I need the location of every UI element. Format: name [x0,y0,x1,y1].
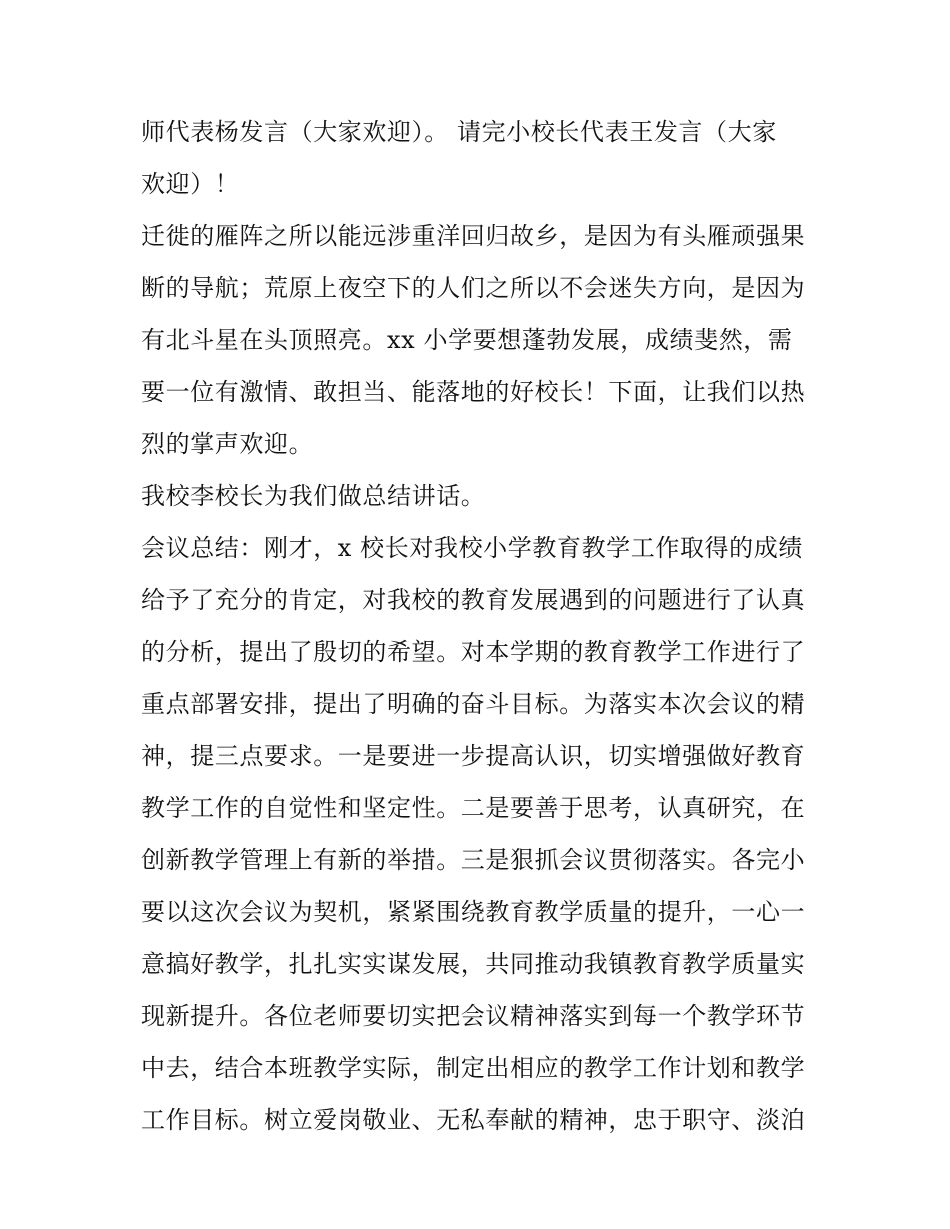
text-line: 创新教学管理上有新的举措。三是狠抓会议贯彻落实。各完小 [141,846,806,874]
text-line: 中去，结合本班教学实际，制定出相应的教学工作计划和教学 [141,1054,806,1082]
text-line: 师代表杨发言（大家欢迎）。 请完小校长代表王发言（大家 [141,118,777,146]
text-line: 意搞好教学，扎扎实实谋发展，共同推动我镇教育教学质量实 [141,950,806,978]
text-line: 的分析，提出了殷切的希望。对本学期的教育教学工作进行了 [141,638,806,666]
text-line: 我校李校长为我们做总结讲话。 [141,482,486,510]
text-line: 现新提升。各位老师要切实把会议精神落实到每一个教学环节 [141,1002,806,1030]
text-line: 要一位有激情、敢担当、能落地的好校长！下面，让我们以热 [141,378,806,406]
text-line: 有北斗星在头顶照亮。xx 小学要想蓬勃发展，成绩斐然，需 [141,326,793,354]
text-line: 教学工作的自觉性和坚定性。二是要善于思考，认真研究，在 [141,794,806,822]
document-body [141,106,821,1146]
text-line: 要以这次会议为契机，紧紧围绕教育教学质量的提升，一心一 [141,898,806,926]
text-line: 重点部署安排，提出了明确的奋斗目标。为落实本次会议的精 [141,690,806,718]
text-line: 迁徙的雁阵之所以能远涉重洋回归故乡，是因为有头雁顽强果 [141,222,806,250]
text-line: 给予了充分的肯定，对我校的教育发展遇到的问题进行了认真 [141,586,806,614]
text-line: 会议总结：刚才，x 校长对我校小学教育教学工作取得的成绩 [141,534,803,562]
text-line: 欢迎）！ [141,170,240,198]
text-line: 工作目标。树立爱岗敬业、无私奉献的精神，忠于职守、淡泊 [141,1106,806,1134]
text-line: 断的导航；荒原上夜空下的人们之所以不会迷失方向，是因为 [141,274,806,302]
text-line: 神，提三点要求。一是要进一步提高认识，切实增强做好教育 [141,742,806,770]
text-line: 烈的掌声欢迎。 [141,430,314,458]
